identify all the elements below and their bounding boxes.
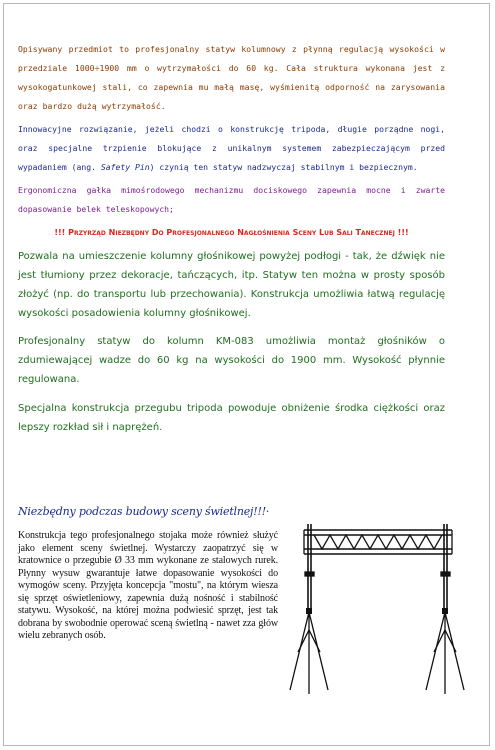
paragraph-km083: Profesjonalny statyw do kolumn KM-083 umożliwia montaż głośników o zdumiewającej wadze do 60 kg na wysokości do 1900 mm. Wysokość płynnie regulowana. bbox=[18, 336, 445, 385]
lighting-section-title: Niezbędny podczas budowy sceny świetlnej!!!· bbox=[18, 505, 270, 518]
safety-pin-term: Safety Pin bbox=[100, 162, 150, 172]
truss-bracing bbox=[314, 535, 442, 549]
promo-heading-text: !!! Przyrząd Niezbędny Do Profesjonalnego Nagłośnienia Sceny Lub Sali Tanecznej !!! bbox=[54, 228, 409, 237]
lighting-section-text: Konstrukcja tego profesjonalnego stojaka może również służyć jako element sceny świetlnej. Wystarczy zaopatrzyć się w kratownice o przegubie Ø 33 mm wykonane ze stalowych rurek. Płynny wysuw gwarantuje łatwe dopasowanie wysokości do wymogów sceny. Przyjęta koncepcja "mostu", na którym wiesza się sprzęt oświetleniowy, zapewnia dużą nośność i stabilność statywu. Wysokość, na której można podwiesić sprzęt, jest tak dobrana by swobodnie operować sceną świetlną - nawet zza głów wielu zebranych osób. bbox=[18, 530, 278, 641]
lighting-section bbox=[18, 505, 278, 643]
paragraph-tripod-design bbox=[18, 120, 445, 177]
promo-heading bbox=[18, 228, 445, 237]
paragraph-joint: Specjalna konstrukcja przegubu tripoda powoduje obniżenie środka ciężkości oraz lepszy rozkład sił i naprężeń. bbox=[18, 403, 445, 433]
paragraph-tripod-design-part2: ) czynią ten statyw nadzwyczaj stabilnym i bezpiecznym. bbox=[149, 162, 418, 172]
paragraph-knob: Ergonomiczna gałka mimośrodowego mechanizmu dociskowego zapewnia mocne i zwarte dopasowanie belek teleskopowych; bbox=[18, 185, 445, 214]
paragraph-description: Opisywany przedmiot to profesjonalny statyw kolumnowy z płynną regulacją wysokości w przedziale 1000÷1900 mm o wytrzymałości do 60 kg. Cała struktura wykonana jest z wysokogatunkowej stali, co zapewnia mu małą masę, wyśmienitą odporność na zarysowania oraz bardzo dużą wytrzymałość. bbox=[18, 44, 445, 111]
description-content bbox=[18, 40, 445, 437]
paragraph-placement: Pozwala na umieszczenie kolumny głośnikowej powyżej podłogi - tak, że dźwięk nie jest tłumiony przez dekoracje, tańczących, itp. Statyw ten można w prosty sposób złożyć (np. do transportu lub przechowania). Konstrukcja umożliwia łatwą regulację wysokości posadowienia kolumny głośnikowej. bbox=[18, 251, 445, 319]
truss-stand-illustration bbox=[280, 512, 472, 697]
paragraph-tripod-design-part1: Innowacyjne rozwiązanie, jeżeli chodzi o konstrukcję tripoda, długie porządne nogi, oraz specjalne trzpienie blokujące z unikalnym systemem zabezpieczającym przed wypadaniem (ang. bbox=[18, 124, 445, 172]
